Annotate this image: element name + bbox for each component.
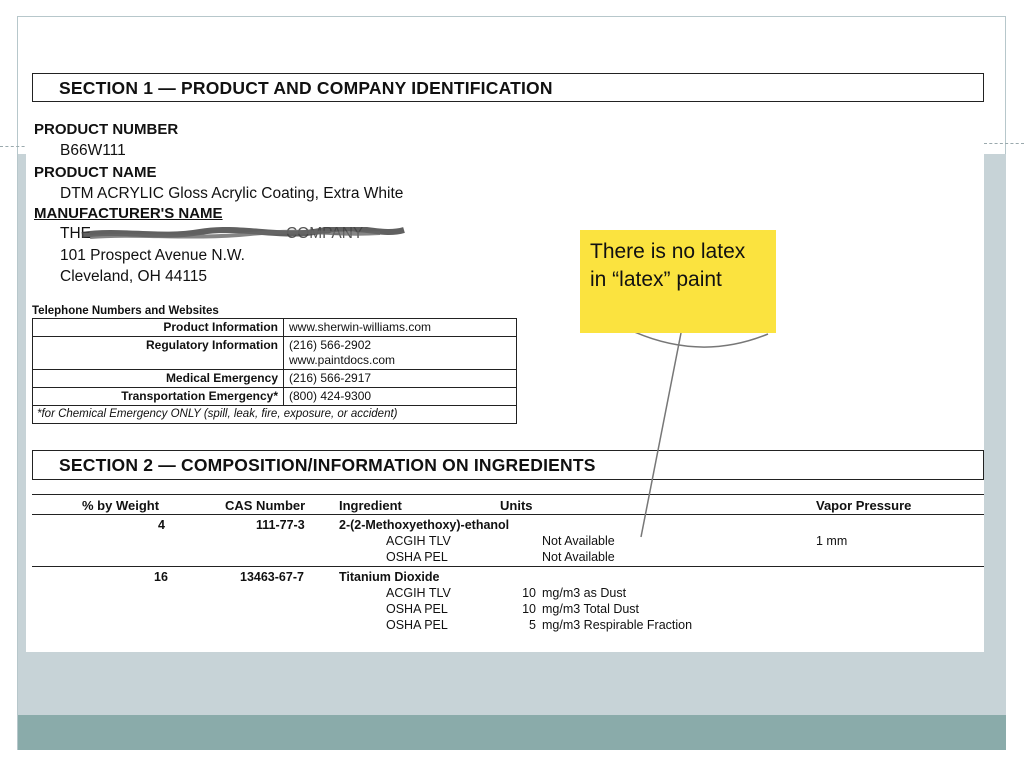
row2-sub3-qty: 5 <box>529 618 536 632</box>
product-number-value: B66W111 <box>60 142 126 159</box>
row2-sub1-units: mg/m3 as Dust <box>542 586 627 600</box>
row2-sub1-name: ACGIH TLV <box>386 586 451 600</box>
row1-sub1-vapor: 1 mm <box>816 534 848 548</box>
section-2-title: SECTION 2 — COMPOSITION/INFORMATION ON INGREDIENTS <box>32 450 984 480</box>
telephone-heading: Telephone Numbers and Websites <box>32 305 219 317</box>
tel-value-line: (216) 566-2902 <box>289 338 372 352</box>
col-header-vapor: Vapor Pressure <box>816 498 912 513</box>
row1-sub1-units: Not Available <box>542 534 615 548</box>
tel-value: (800) 424-9300 <box>284 388 517 406</box>
callout-leader-line <box>641 333 681 537</box>
product-name-value: DTM ACRYLIC Gloss Acrylic Coating, Extra White <box>60 185 404 202</box>
row2-sub3-units: mg/m3 Respirable Fraction <box>542 618 693 632</box>
row1-ingredient: 2-(2-Methoxyethoxy)-ethanol <box>339 518 510 532</box>
tel-label: Product Information <box>33 319 284 337</box>
row2-sub2-units: mg/m3 Total Dust <box>542 602 640 616</box>
row1-cas: 111-77-3 <box>256 518 305 532</box>
tel-value: www.sherwin-williams.com <box>284 319 517 337</box>
manufacturer-address1: 101 Prospect Avenue N.W. <box>60 247 245 264</box>
tel-footnote: *for Chemical Emergency ONLY (spill, leak, fire, exposure, or accident) <box>33 406 517 424</box>
manufacturer-label: MANUFACTURER'S NAME <box>34 205 223 222</box>
row2-sub2-name: OSHA PEL <box>386 602 448 616</box>
manufacturer-address2: Cleveland, OH 44115 <box>60 268 208 285</box>
tel-label: Regulatory Information <box>33 337 284 370</box>
tel-label: Medical Emergency <box>33 370 284 388</box>
col-header-weight: % by Weight <box>82 498 160 513</box>
tel-value-line: www.paintdocs.com <box>289 353 396 367</box>
section-1-title: SECTION 1 — PRODUCT AND COMPANY IDENTIFICATION <box>32 73 984 102</box>
col-header-units: Units <box>500 498 533 513</box>
product-number-label: PRODUCT NUMBER <box>34 121 179 138</box>
row2-sub3-name: OSHA PEL <box>386 618 448 632</box>
row2-sub1-qty: 10 <box>522 586 536 600</box>
manufacturer-line1-tail: COMPANY <box>286 225 364 242</box>
row1-weight: 4 <box>158 518 165 532</box>
row2-sub2-qty: 10 <box>522 602 536 616</box>
tel-label: Transportation Emergency* <box>33 388 284 406</box>
col-header-cas: CAS Number <box>225 498 306 513</box>
row1-sub2-name: OSHA PEL <box>386 550 448 564</box>
tel-value: (216) 566-2917 <box>284 370 517 388</box>
manufacturer-line1: THE <box>60 225 91 242</box>
col-header-ingredient: Ingredient <box>339 498 402 513</box>
row1-sub1-name: ACGIH TLV <box>386 534 451 548</box>
row2-cas: 13463-67-7 <box>240 570 304 584</box>
row1-sub2-units: Not Available <box>542 550 615 564</box>
product-name-label: PRODUCT NAME <box>34 164 157 181</box>
callout-note: There is no latex in “latex” paint <box>580 230 776 333</box>
row2-ingredient: Titanium Dioxide <box>339 570 440 584</box>
row2-weight: 16 <box>154 570 168 584</box>
